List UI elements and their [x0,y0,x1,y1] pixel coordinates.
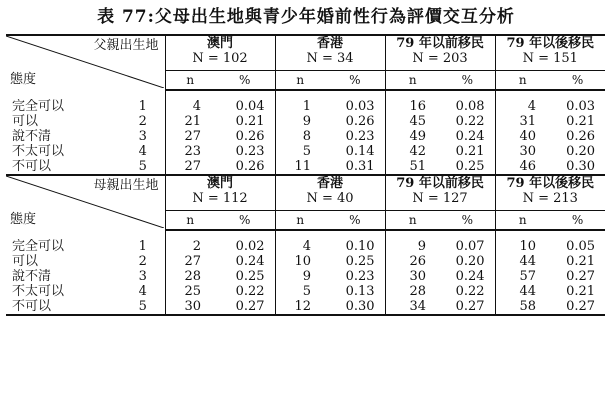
crosstab-table [6,34,605,316]
n-header: n [275,71,325,91]
attitude-label: 說不清 [12,269,52,284]
percent-cell: 0.23 [215,144,275,159]
group-name: 澳門 [207,176,234,191]
attitude-code: 5 [121,299,165,315]
table-row [6,254,605,269]
group-header [495,35,605,71]
attitude-code: 2 [121,254,165,269]
count-cell: 9 [417,239,427,254]
group-count: N = 213 [522,191,578,206]
count-cell: 44 [519,254,537,269]
attitude-label: 可以 [12,114,39,129]
percent-cell: 0.27 [440,299,495,315]
pct-header: % [325,71,385,91]
group-count: N = 151 [522,51,578,66]
percent-cell: 0.21 [440,144,495,159]
count-cell: 57 [519,269,537,284]
count-cell: 27 [184,129,201,144]
pct-header: % [215,211,275,231]
percent-cell: 0.26 [325,114,385,129]
pct-header: % [215,71,275,91]
percent-cell: 0.26 [566,129,596,144]
section-header-row [6,175,605,211]
table-row [6,239,605,254]
percent-cell: 0.04 [215,99,275,114]
percent-cell: 0.03 [566,99,596,114]
count-cell: 28 [409,284,427,299]
count-cell: 30 [519,144,537,159]
percent-cell: 0.07 [440,239,495,254]
diagonal-header-cell [6,175,165,230]
count-cell: 30 [165,299,215,315]
percent-cell: 0.30 [325,299,385,315]
percent-cell: 0.26 [215,159,275,175]
n-header: n [275,211,325,231]
percent-cell: 0.20 [566,144,596,159]
pct-header: % [440,211,495,231]
percent-cell: 0.13 [325,284,385,299]
attitude-label: 不可以 [6,299,121,315]
group-count: N = 40 [306,191,354,206]
attitude-label: 說不清 [12,129,52,144]
count-cell: 31 [519,114,537,129]
parent-birthplace-header: 母親出生地 [93,178,159,193]
table-row [6,299,605,315]
percent-cell: 0.22 [215,284,275,299]
group-name: 79 年以前移民 [396,36,484,51]
n-header: n [495,211,550,231]
group-header [495,175,605,211]
group-header [385,35,495,71]
attitude-header: 態度 [10,72,37,87]
percent-cell: 0.21 [566,284,596,299]
percent-cell: 0.21 [566,254,596,269]
count-cell: 5 [302,284,312,299]
table-row [6,144,605,159]
percent-cell: 0.24 [440,269,495,284]
percent-cell: 0.24 [440,129,495,144]
count-cell: 4 [527,99,537,114]
percent-cell: 0.25 [325,254,385,269]
count-cell: 5 [302,144,312,159]
count-cell: 23 [184,144,201,159]
percent-cell: 0.24 [215,254,275,269]
attitude-label: 不可以 [6,159,121,175]
pct-header: % [440,71,495,91]
percent-cell: 0.25 [215,269,275,284]
percent-cell: 0.31 [325,159,385,175]
count-cell: 16 [409,99,427,114]
attitude-code: 1 [121,99,165,114]
n-header: n [385,71,440,91]
percent-cell: 0.21 [566,114,596,129]
count-cell: 8 [302,129,312,144]
attitude-code: 3 [121,269,165,284]
percent-cell: 0.26 [215,129,275,144]
diagonal-header-cell [6,35,165,90]
count-cell: 49 [409,129,427,144]
percent-cell: 0.22 [440,114,495,129]
count-cell: 34 [385,299,440,315]
percent-cell: 0.21 [215,114,275,129]
group-count: N = 34 [306,51,354,66]
count-cell: 27 [165,159,215,175]
pct-header: % [550,211,605,231]
count-cell: 10 [294,254,312,269]
spacer-row [6,230,605,239]
percent-cell: 0.27 [550,299,605,315]
count-cell: 27 [184,254,201,269]
count-cell: 44 [519,284,537,299]
attitude-code: 4 [121,144,165,159]
group-name: 香港 [317,176,344,191]
percent-cell: 0.05 [566,239,596,254]
percent-cell: 0.10 [325,239,385,254]
group-header [385,175,495,211]
percent-cell: 0.27 [215,299,275,315]
attitude-label: 可以 [12,254,39,269]
count-cell: 1 [302,99,312,114]
group-name: 澳門 [207,36,234,51]
table-row [6,269,605,284]
percent-cell: 0.30 [550,159,605,175]
count-cell: 9 [302,114,312,129]
table-row [6,159,605,175]
group-name: 79 年以後移民 [506,36,595,51]
table-row [6,99,605,114]
spacer-row [6,90,605,99]
percent-cell: 0.25 [440,159,495,175]
pct-header: % [550,71,605,91]
count-cell: 4 [302,239,312,254]
attitude-code: 4 [121,284,165,299]
attitude-label: 不太可以 [12,284,65,299]
percent-cell: 0.23 [325,269,385,284]
table-row [6,114,605,129]
pct-header: % [325,211,385,231]
attitude-label: 不太可以 [12,144,65,159]
group-count: N = 102 [192,51,248,66]
attitude-code: 3 [121,129,165,144]
percent-cell: 0.23 [325,129,385,144]
count-cell: 58 [495,299,550,315]
count-cell: 11 [275,159,325,175]
percent-cell: 0.02 [215,239,275,254]
group-header [275,35,385,71]
n-header: n [165,71,215,91]
n-header: n [165,211,215,231]
group-count: N = 203 [412,51,468,66]
attitude-label: 完全可以 [12,99,65,114]
count-cell: 9 [302,269,312,284]
table-row [6,129,605,144]
group-name: 香港 [317,36,344,51]
count-cell: 45 [409,114,427,129]
group-count: N = 127 [412,191,468,206]
count-cell: 26 [409,254,427,269]
count-cell: 4 [192,99,201,114]
attitude-code: 2 [121,114,165,129]
count-cell: 12 [275,299,325,315]
table-body [6,35,605,315]
count-cell: 51 [385,159,440,175]
attitude-code: 1 [121,239,165,254]
percent-cell: 0.20 [440,254,495,269]
count-cell: 30 [409,269,427,284]
attitude-header: 態度 [10,212,37,227]
group-count: N = 112 [192,191,248,206]
group-name: 79 年以前移民 [396,176,484,191]
n-header: n [495,71,550,91]
count-cell: 10 [519,239,537,254]
count-cell: 42 [409,144,427,159]
parent-birthplace-header: 父親出生地 [93,38,159,53]
group-header [275,175,385,211]
percent-cell: 0.03 [325,99,385,114]
percent-cell: 0.14 [325,144,385,159]
attitude-label: 完全可以 [12,239,65,254]
n-header: n [385,211,440,231]
table-title: 表 77:父母出生地與青少年婚前性行為評價交互分析 [97,7,515,27]
group-header [165,35,275,71]
group-header [165,175,275,211]
percent-cell: 0.27 [566,269,596,284]
count-cell: 2 [192,239,201,254]
count-cell: 46 [495,159,550,175]
table-row [6,284,605,299]
count-cell: 21 [184,114,201,129]
count-cell: 40 [519,129,537,144]
percent-cell: 0.22 [440,284,495,299]
count-cell: 28 [184,269,201,284]
attitude-code: 5 [121,159,165,175]
section-header-row [6,35,605,71]
count-cell: 25 [184,284,201,299]
group-name: 79 年以後移民 [506,176,595,191]
percent-cell: 0.08 [440,99,495,114]
